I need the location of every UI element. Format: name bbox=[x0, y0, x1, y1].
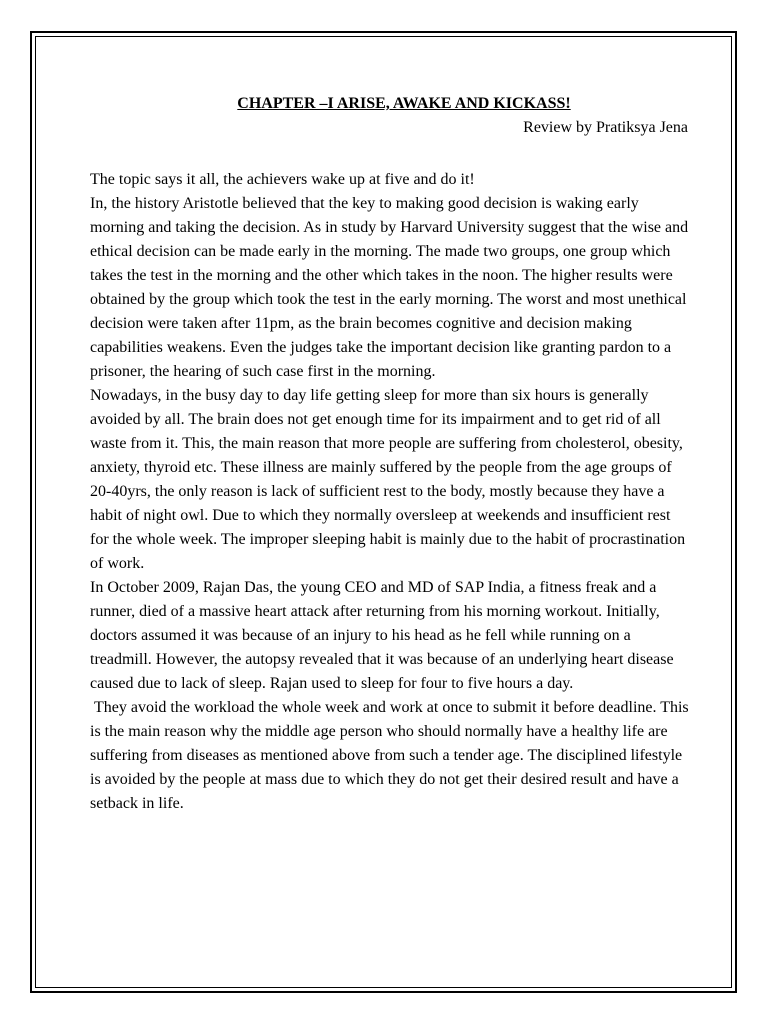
paragraph-4: In October 2009, Rajan Das, the young CEO and MD of SAP India, a fitness freak and a runner, died of a massive heart attack after returning from his morning workout. Initially, doctors assumed it was because of an injury to his head as he fell while running on a treadmill. However, the autopsy revealed that it was because of an underlying heart disease caused due to lack of sleep. Rajan used to sleep for four to five hours a day. bbox=[90, 579, 674, 692]
paragraph-2: In, the history Aristotle believed that the key to making good decision is waking early morning and taking the decision. As in study by Harvard University suggest that the wise and ethical decision can be made early in the morning. The made two groups, one group which takes the test in the morning and the other which takes in the noon. The higher results were obtained by the group which took the test in the early morning. The worst and most unethical decision were taken after 11pm, as the brain becomes cognitive and decision making capabilities weakens. Even the judges take the important decision like granting pardon to a prisoner, the hearing of such case first in the morning. bbox=[90, 195, 689, 380]
paragraph-5: They avoid the workload the whole week and work at once to submit it before deadline. This is the main reason why the middle age person who should normally have a healthy life are suffering from diseases as mentioned above from such a tender age. The disciplined lifestyle is avoided by the people at mass due to which they do not get their desired result and have a setback in life. bbox=[90, 699, 693, 812]
paragraph-3: Nowadays, in the busy day to day life getting sleep for more than six hours is generally avoided by all. The brain does not get enough time for its impairment and to get rid of all waste from it. This, the main reason that more people are suffering from cholesterol, obesity, anxiety, thyroid etc. These illness are mainly suffered by the people from the age groups of 20-40yrs, the only reason is lack of sufficient rest to the body, mostly because they have a habit of night owl. Due to which they normally oversleep at weekends and insufficient rest for the whole week. The improper sleeping habit is mainly due to the habit of procrastination of work. bbox=[90, 387, 686, 572]
paragraph-1: The topic says it all, the achievers wake up at five and do it! bbox=[90, 171, 475, 188]
document-body bbox=[90, 168, 693, 816]
chapter-title: CHAPTER –I ARISE, AWAKE AND KICKASS! bbox=[237, 95, 571, 112]
document-content bbox=[90, 92, 693, 816]
review-byline: Review by Pratiksya Jena bbox=[523, 119, 688, 136]
